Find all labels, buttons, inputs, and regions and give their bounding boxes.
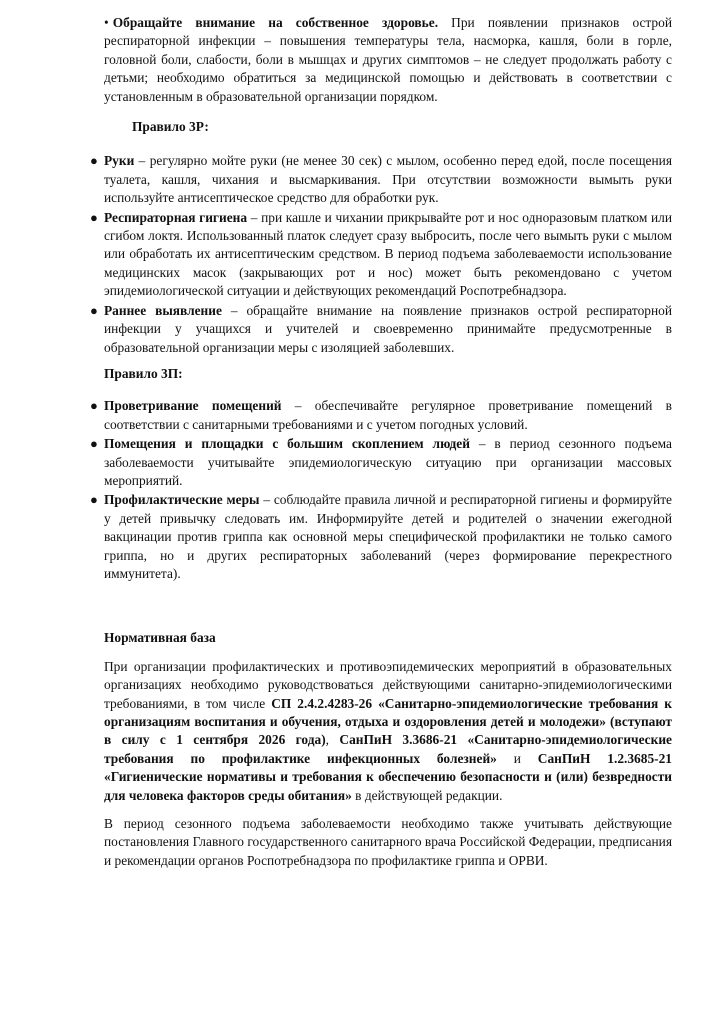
para-text: При организации профилактических и противоэпидемических мероприятий в образовательных организациях необходимо руководствоваться действующими санитарно-эпидемиологическими требованиями, в том числе <box>104 658 672 711</box>
bullet-icon: ● <box>90 492 98 508</box>
sp-reference: СП 2.4.2.4283-26 «Санитарно-эпидемиологические требования к организациям воспитания и обучения, отдыха и оздоровления детей и молодежи» (вступают в силу с 1 сентября 2026 года) <box>104 695 672 748</box>
normative-paragraph-2: В период сезонного подъема заболеваемости необходимо также учитывать действующие постановления Главного государственного санитарного врача Российской Федерации, предписания и рекомендации органов Роспотребнадзора по профилактике гриппа и ОРВИ. <box>104 816 672 868</box>
bullet-icon: ● <box>90 398 98 414</box>
list-item <box>90 209 672 301</box>
item-bold: Проветривание помещений <box>104 398 282 414</box>
bullet-icon: ● <box>90 153 98 169</box>
bullet-icon: ● <box>90 302 98 318</box>
item-bold: Руки <box>104 153 135 169</box>
normative-paragraph-1 <box>104 658 672 805</box>
list-item <box>90 397 672 434</box>
item-bold: Профилактические меры <box>104 492 260 508</box>
item-text: – обращайте внимание на появление признаков острой респираторной инфекции у учащихся и учителей и своевременно принимайте предусмотренные в образовательной организации меры с изоляцией заболевших. <box>104 302 672 355</box>
item-bold: Раннее выявление <box>104 302 222 318</box>
para-text: в действующей редакции. <box>351 787 503 803</box>
rule-3r-list <box>90 152 672 356</box>
bullet-icon: ● <box>90 209 98 225</box>
item-bold: Обращайте внимание на собственное здоровье. <box>112 15 439 30</box>
item-text: При появлении признаков острой респираторной инфекции – повышения температуры тела, насморка, кашля, боли в горле, головной боли, слабости, боли в мышцах и других симптомов – не следует продолжать работу с детьми; необходимо обратиться за медицинской помощью и действовать в соответствии с установленным в образовательной организации порядком. <box>104 15 672 104</box>
list-item <box>90 491 672 583</box>
rule-3r-heading: Правило 3Р: <box>132 119 209 135</box>
bullet-icon: • <box>104 15 109 30</box>
sanpin-reference-2: СанПиН 1.2.3685-21 «Гигиенические нормативы и требования к обеспечению безопасности и (или) безвредности для человека факторов среды обитания» <box>104 750 672 803</box>
list-item <box>90 435 672 490</box>
top-bullet-item <box>104 14 672 106</box>
item-bold: Помещения и площадки с большим скоплением людей <box>104 436 470 452</box>
para-text: и <box>496 750 538 766</box>
bullet-icon: ● <box>90 436 98 452</box>
item-text: – соблюдайте правила личной и респираторной гигиены и формируйте у детей привычку следовать им. Информируйте детей и родителей о значении ежегодной вакцинации против гриппа как основной меры специфической профилактики не только самого гриппа, но и других респираторных заболеваний (через формирование перекрестного иммунитета). <box>104 492 672 581</box>
item-bold: Респираторная гигиена <box>104 209 248 225</box>
item-text: – обеспечивайте регулярное проветривание помещений в соответствии с санитарными требованиями и с учетом погодных условий. <box>104 398 672 432</box>
rule-3p-list <box>90 397 672 583</box>
item-text: – в период сезонного подъема заболеваемости учитывайте эпидемиологическую ситуацию при организации массовых мероприятий. <box>104 436 672 488</box>
item-text: – при кашле и чихании прикрывайте рот и нос одноразовым платком или сгибом локтя. Использованный платок следует сразу выбросить, после чего вымыть руки с мылом или обработать их антисептическим средством. В период подъема заболеваемости использование медицинских масок (закрывающих рот и нос) может быть рекомендовано с учетом эпидемиологической ситуации и действующих рекомендаций Роспотребнадзора. <box>104 209 672 299</box>
item-text: – регулярно мойте руки (не менее 30 сек) с мылом, особенно перед едой, после посещения туалета, кашля, чихания и высмаркивания. При отсутствии возможности вымыть руки используйте антисептическое средство для обработки рук. <box>104 153 672 206</box>
rule-3p-heading: Правило 3П: <box>104 365 183 381</box>
sanpin-reference-1: СанПиН 3.3686-21 «Санитарно-эпидемиологические требования по профилактике инфекционных болезней» <box>104 732 673 766</box>
list-item <box>90 152 672 207</box>
normative-heading: Нормативная база <box>104 630 216 646</box>
para-text: , <box>325 732 340 748</box>
list-item <box>90 302 672 357</box>
